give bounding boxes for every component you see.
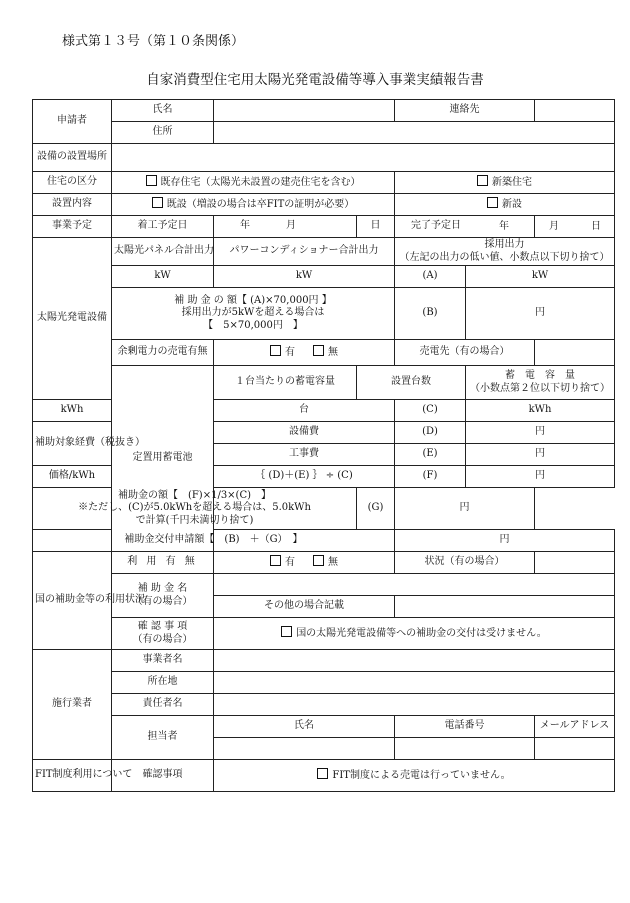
checkbox-icon[interactable] bbox=[477, 175, 488, 186]
page-title: 自家消費型住宅用太陽光発電設備等導入事業実績報告書 bbox=[146, 72, 484, 88]
schedule-label: 事業予定 bbox=[33, 216, 112, 238]
start-date-field[interactable]: 年 月 bbox=[214, 216, 357, 238]
solar-subsidy-formula: 補 助 金 の 額【 (A)×70,000円 】 採用出力が5kWを超える場合は 【 5×70,000円 】 bbox=[112, 288, 395, 340]
person-email-field[interactable] bbox=[535, 738, 615, 760]
checkbox-icon[interactable] bbox=[152, 197, 163, 208]
person-name-field[interactable] bbox=[214, 738, 395, 760]
equipment-cost-field[interactable]: 円 bbox=[466, 422, 615, 444]
end-date-field[interactable] bbox=[499, 216, 615, 238]
adopted-a-label: (A) bbox=[395, 266, 466, 288]
panel-output-field[interactable]: kW bbox=[112, 266, 214, 288]
company-label: 事業者名 bbox=[112, 650, 214, 672]
subsidy-name-field[interactable] bbox=[214, 574, 615, 596]
checkbox-icon[interactable] bbox=[313, 345, 324, 356]
end-date-month: 月 bbox=[549, 221, 559, 232]
battery-c-label: (C) bbox=[395, 400, 466, 422]
construction-cost-field[interactable]: 円 bbox=[466, 444, 615, 466]
company-address-field[interactable] bbox=[214, 672, 615, 694]
battery-d-label: (D) bbox=[395, 422, 466, 444]
battery-g-label: (G) bbox=[357, 488, 395, 530]
solar-subsidy-field[interactable]: 円 bbox=[466, 288, 615, 340]
target-cost-label: 補助対象経費（税抜き） bbox=[33, 422, 112, 466]
install-existing-option[interactable]: 既設（増設の場合は卒FITの証明が必要） bbox=[112, 194, 395, 216]
manager-label: 責任者名 bbox=[112, 694, 214, 716]
panel-output-label: 太陽光パネル合計出力 bbox=[112, 238, 214, 266]
checkbox-icon[interactable] bbox=[281, 626, 292, 637]
usage-options[interactable]: 有 無 bbox=[214, 552, 395, 574]
solar-label: 太陽光発電設備 bbox=[33, 238, 112, 400]
capacity-field[interactable]: kWh bbox=[466, 400, 615, 422]
housing-label: 住宅の区分 bbox=[33, 172, 112, 194]
contact-label: 連絡先 bbox=[395, 100, 535, 122]
checkbox-icon[interactable] bbox=[270, 555, 281, 566]
construction-cost-label: 工事費 bbox=[214, 444, 395, 466]
person-phone-field[interactable] bbox=[395, 738, 535, 760]
adopted-output-field[interactable]: kW bbox=[466, 266, 615, 288]
housing-existing-option[interactable]: 既存住宅（太陽光未設置の建売住宅を含む） bbox=[112, 172, 395, 194]
national-subsidy-label: 国の補助金等の利用状況 bbox=[33, 552, 112, 650]
contractor-label: 施行業者 bbox=[33, 650, 112, 760]
status-field[interactable] bbox=[535, 552, 615, 574]
checkbox-icon[interactable] bbox=[313, 555, 324, 566]
applicant-label: 申請者 bbox=[33, 100, 112, 144]
end-date-year: 年 bbox=[499, 221, 509, 232]
adopted-output-label: 採用出力 （左記の出力の低い値、小数点以下切り捨て） bbox=[395, 238, 615, 266]
battery-label: 定置用蓄電池 bbox=[112, 366, 214, 552]
fit-label: FIT制度利用について bbox=[33, 760, 112, 792]
company-field[interactable] bbox=[214, 650, 615, 672]
confirm-label: 確 認 事 項 （有の場合） bbox=[112, 618, 214, 650]
usage-label: 利 用 有 無 bbox=[112, 552, 214, 574]
name-field[interactable] bbox=[214, 100, 395, 122]
manager-field[interactable] bbox=[214, 694, 615, 716]
report-form-table bbox=[32, 99, 615, 792]
total-subsidy-label: 補助金交付申請額【 (B) ＋（G） 】 bbox=[33, 530, 395, 552]
other-label: その他の場合記載 bbox=[214, 596, 395, 618]
person-email-label: メールアドレス bbox=[535, 716, 615, 738]
other-field[interactable] bbox=[395, 596, 615, 618]
units-field[interactable]: 台 bbox=[214, 400, 395, 422]
solar-b-label: (B) bbox=[395, 288, 466, 340]
install-label: 設置内容 bbox=[33, 194, 112, 216]
surplus-options[interactable]: 有 無 bbox=[214, 340, 395, 366]
address-field[interactable] bbox=[214, 122, 615, 144]
fit-confirm-option[interactable]: FIT制度による売電は行っていません。 bbox=[214, 760, 615, 792]
national-confirm-option[interactable]: 国の太陽光発電設備等への補助金の交付は受けません。 bbox=[214, 618, 615, 650]
install-new-option[interactable]: 新設 bbox=[395, 194, 615, 216]
units-label: 設置台数 bbox=[357, 366, 466, 400]
sale-to-field[interactable] bbox=[535, 340, 615, 366]
person-name-label: 氏名 bbox=[214, 716, 395, 738]
address-label: 住所 bbox=[112, 122, 214, 144]
start-day[interactable]: 日 bbox=[357, 216, 395, 238]
form-number: 様式第１３号（第１０条関係） bbox=[62, 34, 245, 49]
battery-subsidy-field[interactable]: 円 bbox=[395, 488, 535, 530]
name-label: 氏名 bbox=[112, 100, 214, 122]
checkbox-icon[interactable] bbox=[487, 197, 498, 208]
checkbox-icon[interactable] bbox=[146, 175, 157, 186]
person-phone-label: 電話番号 bbox=[395, 716, 535, 738]
contact-field[interactable] bbox=[535, 100, 615, 122]
battery-e-label: (E) bbox=[395, 444, 466, 466]
end-date-day: 日 bbox=[591, 221, 601, 232]
total-subsidy-field[interactable]: 円 bbox=[395, 530, 615, 552]
sale-to-label: 売電先（有の場合） bbox=[395, 340, 535, 366]
battery-subsidy-formula: 補助金の額【 (F)×1/3×(C) 】 ※ただし、(C)が5.0kWhを超える場合は、5.0kWh で計算(千円未満切り捨て) bbox=[33, 488, 357, 530]
person-label: 担当者 bbox=[112, 716, 214, 760]
location-label: 設備の設置場所 bbox=[33, 144, 112, 172]
price-per-kwh-field[interactable]: 円 bbox=[466, 466, 615, 488]
start-date-label: 着工予定日 bbox=[112, 216, 214, 238]
fit-confirm-label: 確認事項 bbox=[112, 760, 214, 792]
checkbox-icon[interactable] bbox=[317, 768, 328, 779]
housing-new-option[interactable]: 新築住宅 bbox=[395, 172, 615, 194]
status-label: 状況（有の場合） bbox=[395, 552, 535, 574]
location-field[interactable] bbox=[112, 144, 615, 172]
per-unit-capacity-field[interactable]: kWh bbox=[33, 400, 112, 422]
price-formula: ｛ (D)＋(E) ｝ ÷ (C) bbox=[214, 466, 395, 488]
end-date-label: 完了予定日 bbox=[395, 216, 535, 238]
equipment-cost-label: 設備費 bbox=[214, 422, 395, 444]
per-unit-capacity-label: １台当たりの蓄電容量 bbox=[214, 366, 357, 400]
battery-f-label: (F) bbox=[395, 466, 466, 488]
capacity-label: 蓄 電 容 量 （小数点第２位以下切り捨て） bbox=[466, 366, 615, 400]
company-address-label: 所在地 bbox=[112, 672, 214, 694]
pcs-output-label: パワーコンディショナー合計出力 bbox=[214, 238, 395, 266]
checkbox-icon[interactable] bbox=[270, 345, 281, 356]
surplus-label: 余剰電力の売電有無 bbox=[112, 340, 214, 366]
subsidy-name-label: 補 助 金 名 （有の場合） bbox=[112, 574, 214, 618]
pcs-output-field[interactable]: kW bbox=[214, 266, 395, 288]
price-per-kwh-label: 価格/kWh bbox=[33, 466, 112, 488]
